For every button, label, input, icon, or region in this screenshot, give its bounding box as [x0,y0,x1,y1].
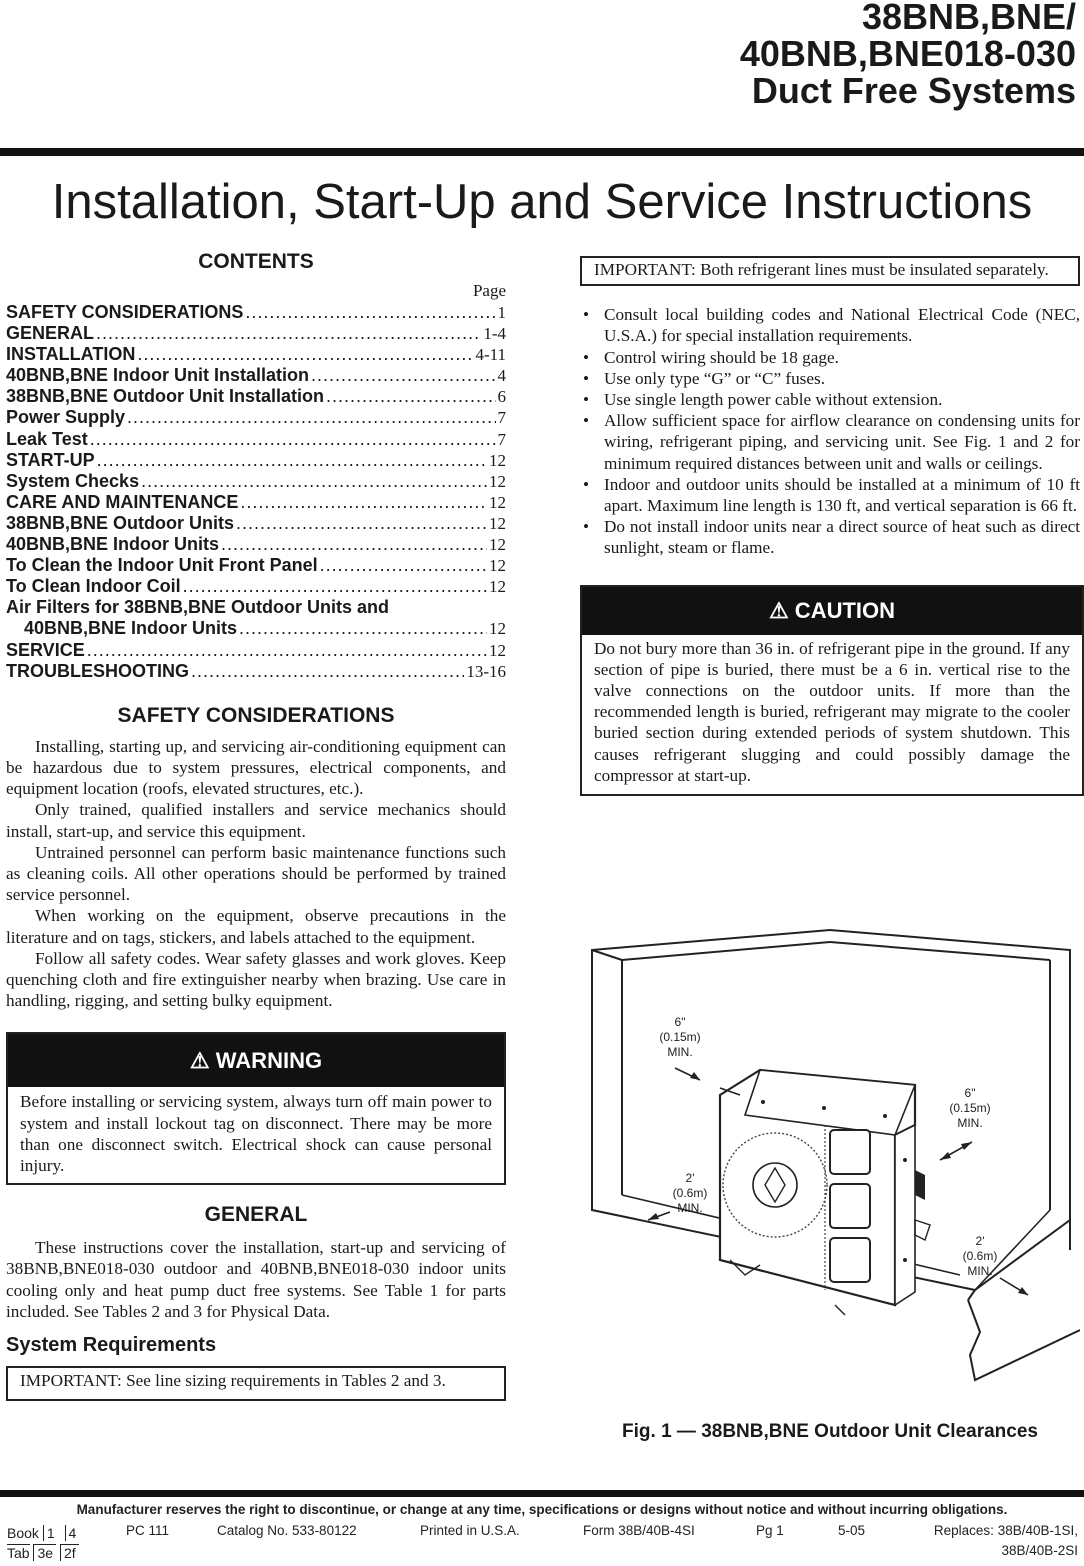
warning-box [6,1032,506,1185]
book-val-1: 1 [43,1525,61,1541]
footer-date: 5-05 [838,1523,866,1538]
toc-entry-label: TROUBLESHOOTING [6,660,189,681]
toc-entry-page: 12 [489,471,506,491]
toc-entry [6,302,506,323]
caution-text: Do not bury more than 36 in. of refrigerant pipe in the ground. If any section of pipe is buried, there must be a 6 in. vertical rise to the valve connections on the outdoor units. If more than the recommended length is buried, refrigerant may migrate to the cooler buried section during extended periods of system shutdown. This causes refrigerant slugging and could possibly damage the compressor at start-up. [594,638,1070,785]
toc-dot-leader [97,450,487,471]
toc-entry-label: 38BNB,BNE Outdoor Unit Installation [6,386,325,407]
clearance-left-line1: 2' [685,1171,695,1185]
toc-entry-label: START-UP [6,449,95,470]
right-column [580,248,1080,796]
toc-entry-label: To Clean Indoor Coil [6,576,181,597]
general-heading: GENERAL [204,1203,308,1227]
safety-paragraph: Follow all safety codes. Wear safety glasses and work gloves. Keep quenching cloth and fire extinguisher nearby when brazing. Use care in handling, rigging, and setting bulky equipment. [6,948,506,1011]
tab-val-1: 3e [33,1544,56,1561]
toc-entry-label: Air Filters for 38BNB,BNE Outdoor Units and [6,597,390,618]
toc-entry [6,513,506,534]
toc-dot-leader [311,365,495,386]
toc-dot-leader [96,323,481,344]
insulation-important-text: IMPORTANT: Both refrigerant lines must be insulated separately. [594,260,1049,279]
toc-entry-label: 40BNB,BNE Indoor Unit Installation [6,365,310,386]
safety-text [6,736,506,1012]
clearance-top-right-line3: MIN. [957,1116,983,1130]
toc-entry-page: 13-16 [466,661,506,681]
clearance-top-right-line2: (0.15m) [949,1101,991,1115]
toc-entry-page: 12 [489,577,506,597]
requirement-bullet: • Control wiring should be 18 gage. [580,347,1080,368]
toc-entry-page: 4 [497,366,506,386]
model-header [740,0,1076,109]
requirement-bullet: • Use only type “G” or “C” fuses. [580,368,1080,389]
toc-entry-page: 12 [489,619,506,639]
system-requirements-important-box [6,1366,506,1401]
clearance-top-left-line2: (0.15m) [659,1030,701,1044]
footer-replaces-2: 38B/40B-2SI [1001,1543,1078,1558]
toc-dot-leader [90,429,496,450]
warning-text: Before installing or servicing system, always turn off main power to system and install lockout tag on disconnect. There may be more than one disconnect switch. Electrical shock can cause personal injury. [20,1092,492,1175]
toc-entry [6,386,506,407]
toc-entry-label: 38BNB,BNE Outdoor Units [6,512,235,533]
toc-entry-page: 4-11 [475,345,506,365]
footer [0,1501,1084,1565]
table-of-contents [6,302,506,682]
toc-entry-label: Leak Test [6,428,88,449]
toc-dot-leader [320,555,487,576]
toc-dot-leader [127,407,495,428]
contents-heading: CONTENTS [198,250,314,273]
general-text: These instructions cover the installation, start-up and servicing of 38BNB,BNE018-030 outdoor and 40BNB,BNE018-030 indoor units cooling only and heat pump duct free systems. See Table 1 for parts included. See Tables 2 and 3 for Physical Data. [6,1238,506,1321]
toc-dot-leader [183,576,487,597]
toc-entry-page: 6 [497,387,506,407]
model-line-1: 38BNB,BNE/ [861,0,1076,37]
safety-paragraph: When working on the equipment, observe precautions in the literature and on tags, stickers, and labels attached to the equipment. [6,906,506,947]
footer-replaces-1: Replaces: 38B/40B-1SI, [933,1523,1078,1538]
bottom-rule [0,1490,1084,1497]
toc-entry-label: SAFETY CONSIDERATIONS [6,302,244,322]
toc-entry-label: To Clean the Indoor Unit Front Panel [6,555,318,576]
toc-entry-page: 12 [489,640,506,660]
caution-box [580,585,1084,796]
footer-notice: Manufacturer reserves the right to discontinue, or change at any time, specifications or designs without notice and without incurring obligations. [76,1502,1008,1517]
toc-entry [6,576,506,597]
system-requirements-important: IMPORTANT: See line sizing requirements in Tables 2 and 3. [20,1370,446,1390]
safety-paragraph: Untrained personnel can perform basic maintenance functions such as cleaning coils. All other operations should be performed by trained service personnel. [6,842,506,905]
toc-entry [6,429,506,450]
footer-printed: Printed in U.S.A. [420,1523,520,1538]
requirements-list [580,304,1080,558]
toc-dot-leader [87,640,487,661]
tab-val-2: 2f [60,1544,79,1561]
book-tab-grid [7,1523,79,1563]
toc-dot-leader [245,302,495,323]
safety-paragraph: Installing, starting up, and servicing air-conditioning equipment can be hazardous due to system pressures, electrical components, and equipment location (roofs, elevated structures, etc.). [6,736,506,799]
footer-page: Pg 1 [756,1523,784,1538]
toc-dot-leader [239,618,487,639]
toc-dot-leader [221,534,487,555]
figure-caption: Fig. 1 — 38BNB,BNE Outdoor Unit Clearances [622,1421,1038,1442]
clearance-top-left-line3: MIN. [667,1045,693,1059]
toc-entry-page: 12 [489,492,506,512]
safety-paragraph: Only trained, qualified installers and service mechanics should install, start-up, and service this equipment. [6,800,506,841]
toc-entry-page: 12 [489,450,506,470]
tab-label: Tab [7,1545,30,1561]
clearance-right-line3: MIN. [967,1264,993,1278]
system-requirements-heading: System Requirements [6,1333,217,1356]
clearance-top-right-line1: 6" [964,1086,976,1100]
toc-entry-page: 1-4 [483,324,506,344]
clearance-left-line3: MIN. [677,1201,703,1215]
footer-pc: PC 111 [126,1523,170,1538]
outdoor-unit-drawing [720,1070,930,1315]
contents-page-label: Page [472,281,506,300]
toc-dot-leader [191,661,464,682]
left-column [6,248,506,1401]
toc-entry [6,471,506,492]
insulation-important-box [580,256,1080,286]
requirement-bullet: • Allow sufficient space for airflow clearance on condensing units for wiring, refrigerant piping, and servicing unit. See Fig. 1 and 2 for minimum required distances between unit and walls or ceilings. [580,410,1080,474]
clearance-right-line1: 2' [975,1234,985,1248]
safety-heading: SAFETY CONSIDERATIONS [117,703,395,727]
document-title: Installation, Start-Up and Service Instructions [51,175,1033,229]
requirement-bullet: • Consult local building codes and National Electrical Code (NEC, U.S.A.) for special installation requirements. [580,304,1080,346]
top-rule [0,148,1084,156]
toc-entry-page: 7 [497,408,506,428]
model-line-3: Duct Free Systems [751,70,1076,111]
toc-entry-label: 40BNB,BNE Indoor Units [24,618,238,639]
clearance-right-line2: (0.6m) [962,1249,998,1263]
requirement-bullet: • Use single length power cable without extension. [580,389,1080,410]
toc-entry-label: CARE AND MAINTENANCE [6,491,239,512]
clearance-top-left-line1: 6" [674,1015,686,1029]
toc-entry-page: 12 [489,535,506,555]
requirement-bullet: • Do not install indoor units near a direct source of heat such as direct sunlight, steam or flame. [580,516,1080,558]
toc-dot-leader [236,513,487,534]
toc-entry-page: 1 [497,303,506,322]
book-label: Book [7,1525,39,1541]
toc-entry-page: 7 [497,429,506,449]
toc-dot-leader [326,386,495,407]
toc-entry [6,344,506,365]
toc-entry-label: GENERAL [6,323,95,344]
toc-entry [6,618,506,639]
toc-dot-leader [240,492,487,513]
requirement-bullet: • Indoor and outdoor units should be installed at a minimum of 10 ft apart. Maximum line length is 130 ft, and vertical separation is 66 ft. [580,474,1080,516]
footer-catalog: Catalog No. 533-80122 [217,1523,357,1538]
toc-entry-label: System Checks [6,470,140,491]
clearance-left-line2: (0.6m) [672,1186,708,1200]
toc-entry [6,555,506,576]
toc-dot-leader [141,471,487,492]
caution-heading: ⚠ CAUTION [582,587,1082,635]
book-val-2: 4 [65,1525,80,1541]
toc-entry-label: SERVICE [6,639,85,660]
toc-entry [6,661,506,682]
model-line-2: 40BNB,BNE018-030 [739,33,1076,74]
toc-entry-label: 40BNB,BNE Indoor Units [6,534,220,555]
toc-entry-label: Power Supply [6,407,126,428]
toc-entry [6,534,506,555]
warning-heading: ⚠ WARNING [8,1034,504,1087]
toc-entry [6,407,506,428]
toc-entry-label: INSTALLATION [6,344,136,365]
toc-dot-leader [137,344,473,365]
toc-entry [6,365,506,386]
toc-entry-page: 12 [489,556,506,576]
toc-entry [6,597,506,618]
toc-entry [6,450,506,471]
outdoor-unit-clearance-figure [580,920,1080,1420]
toc-entry [6,492,506,513]
toc-entry-page: 12 [489,513,506,533]
footer-form: Form 38B/40B-4SI [583,1523,695,1538]
toc-entry [6,323,506,344]
toc-entry [6,640,506,661]
